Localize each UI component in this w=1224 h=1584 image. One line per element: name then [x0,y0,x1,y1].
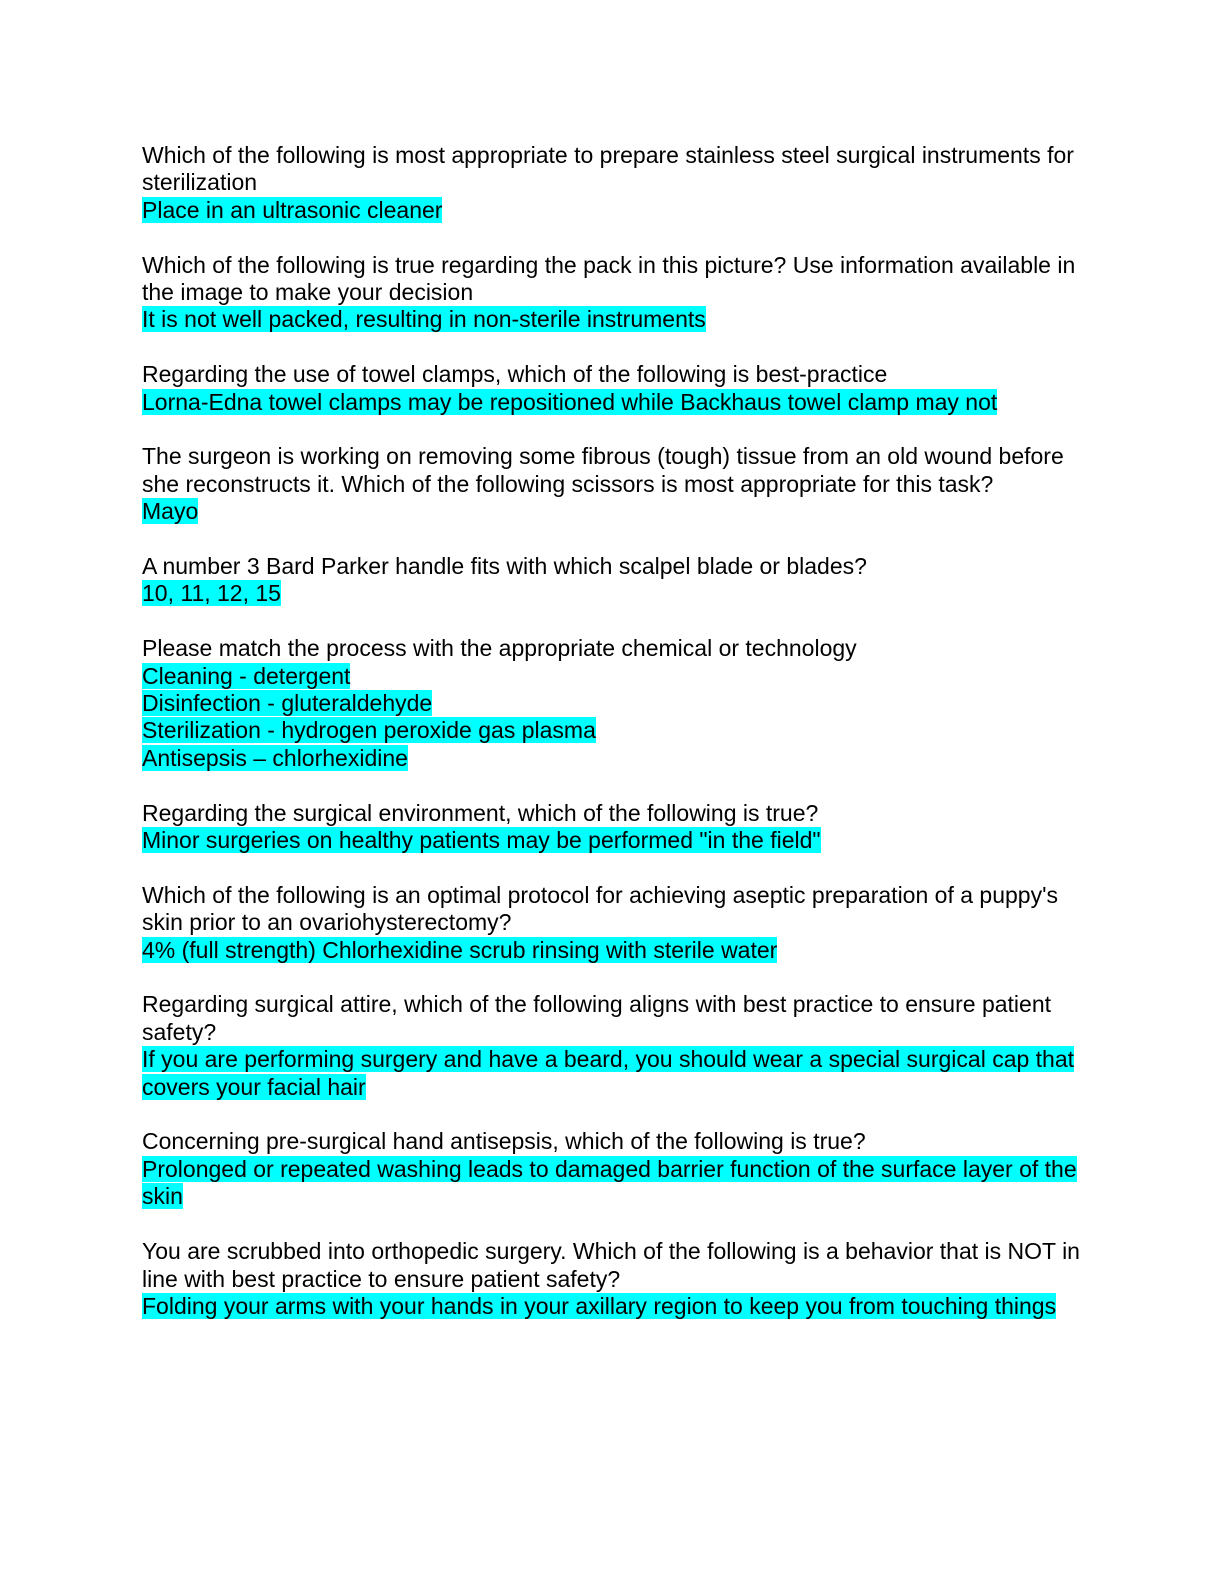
answer-line [142,937,1082,964]
question-block [142,361,1082,416]
highlighted-answer: Disinfection - gluteraldehyde [142,690,433,717]
question-block [142,443,1082,525]
highlighted-answer: 4% (full strength) Chlorhexidine scrub rinsing with sterile water [142,936,778,963]
question-block [142,635,1082,772]
question-block [142,991,1082,1101]
question-block [142,1128,1082,1210]
question-block [142,553,1082,608]
question-block [142,252,1082,334]
question-text: The surgeon is working on removing some fibrous (tough) tissue from an old wound before she reconstructs it. Which of the following scissors is most appropriate for this task? [142,443,1064,497]
answer-line [142,1293,1082,1320]
highlighted-answer: Antisepsis – chlorhexidine [142,744,408,771]
highlighted-answer: 10, 11, 12, 15 [142,580,281,607]
question-text: You are scrubbed into orthopedic surgery. Which of the following is a behavior that is NOT in line with best practice to ensure patient safety? [142,1238,1080,1292]
question-block [142,1238,1082,1320]
answer-line [142,498,1082,525]
highlighted-answer: It is not well packed, resulting in non-sterile instruments [142,306,706,333]
answer-line [142,745,1082,772]
answer-line [142,827,1082,854]
answer-line [142,389,1082,416]
highlighted-answer: Cleaning - detergent [142,662,351,689]
highlighted-answer: If you are performing surgery and have a beard, you should wear a special surgical cap that covers your facial hair [142,1046,1075,1100]
question-text: Which of the following is true regarding the pack in this picture? Use information available in the image to make your decision [142,251,1076,306]
question-text: Regarding the use of towel clamps, which of the following is best-practice [142,361,888,388]
highlighted-answer: Minor surgeries on healthy patients may be performed "in the field" [142,827,821,854]
question-text: Please match the process with the appropriate chemical or technology [142,635,857,662]
question-block [142,142,1082,224]
answer-line [142,197,1082,224]
question-block [142,800,1082,855]
answer-line [142,663,1082,690]
question-text: Concerning pre-surgical hand antisepsis, which of the following is true? [142,1128,866,1155]
question-text: Regarding the surgical environment, which of the following is true? [142,799,819,826]
highlighted-answer: Lorna-Edna towel clamps may be repositioned while Backhaus towel clamp may not [142,388,998,415]
question-text: Which of the following is an optimal protocol for achieving aseptic preparation of a puppy's skin prior to an ovariohysterectomy? [142,881,1058,936]
answer-line [142,306,1082,333]
answer-line [142,717,1082,744]
answer-line [142,580,1082,607]
highlighted-answer: Sterilization - hydrogen peroxide gas plasma [142,717,596,744]
highlighted-answer: Mayo [142,498,199,525]
answer-line [142,1156,1082,1211]
question-block [142,882,1082,964]
highlighted-answer: Prolonged or repeated washing leads to damaged barrier function of the surface layer of the skin [142,1155,1077,1210]
question-text: A number 3 Bard Parker handle fits with which scalpel blade or blades? [142,553,867,580]
document-page [142,142,1082,1348]
highlighted-answer: Folding your arms with your hands in your axillary region to keep you from touching things [142,1292,1057,1319]
answer-line [142,1046,1082,1101]
question-text: Which of the following is most appropriate to prepare stainless steel surgical instruments for sterilization [142,142,1074,196]
question-text: Regarding surgical attire, which of the following aligns with best practice to ensure patient safety? [142,991,1051,1045]
answer-line [142,690,1082,717]
highlighted-answer: Place in an ultrasonic cleaner [142,196,443,223]
